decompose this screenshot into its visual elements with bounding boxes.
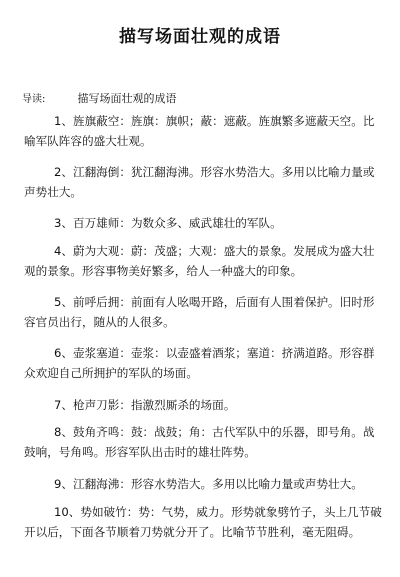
intro-label: 导读:: [22, 94, 46, 105]
entry-paragraph: 5、前呼后拥：前面有人吆喝开路，后面有人围着保护。旧时形容官员出行，随从的人很多。: [24, 295, 375, 329]
page-title: 描写场面壮观的成语: [119, 27, 281, 47]
entry-paragraph: 4、蔚为大观：蔚：茂盛；大观：盛大的景象。发展成为盛大壮观的景象。形容事物美好繁多，给人一种盛大的印象。: [24, 244, 375, 278]
intro-line: [22, 90, 392, 106]
entry-paragraph: 6、壶浆塞道：壶浆：以壶盛着酒浆；塞道：挤满道路。形容群众欢迎自己所拥护的军队的场面。: [24, 346, 375, 380]
entry-paragraph: 2、江翻海倒：犹江翻海沸。形容水势浩大。多用以比喻力量或声势壮大。: [24, 165, 375, 199]
entry-paragraph: 1、旌旗蔽空：旌旗：旗帜；蔽：遮蔽。旌旗繁多遮蔽天空。比喻军队阵容的盛大壮观。: [24, 114, 375, 148]
entry-paragraph: 9、江翻海沸：形容水势浩大。多用以比喻力量或声势壮大。: [54, 477, 363, 491]
entry-paragraph: 8、鼓角齐鸣：鼓：战鼓；角：古代军队中的乐器，即号角。战鼓响，号角鸣。形容军队出击时的雄壮阵势。: [24, 425, 375, 459]
intro-text: 描写场面壮观的成语: [77, 92, 177, 105]
entry-paragraph: 10、势如破竹：势：气势，威力。形势就象劈竹子，头上几节破开以后，下面各节顺着刀势就分开了。比喻节节胜利，毫无阻碍。: [24, 505, 382, 539]
entry-paragraph: 7、枪声刀影：指激烈厮杀的场面。: [54, 398, 236, 412]
entry-paragraph: 3、百万雄师：为数众多、威武雄壮的军队。: [54, 216, 282, 230]
